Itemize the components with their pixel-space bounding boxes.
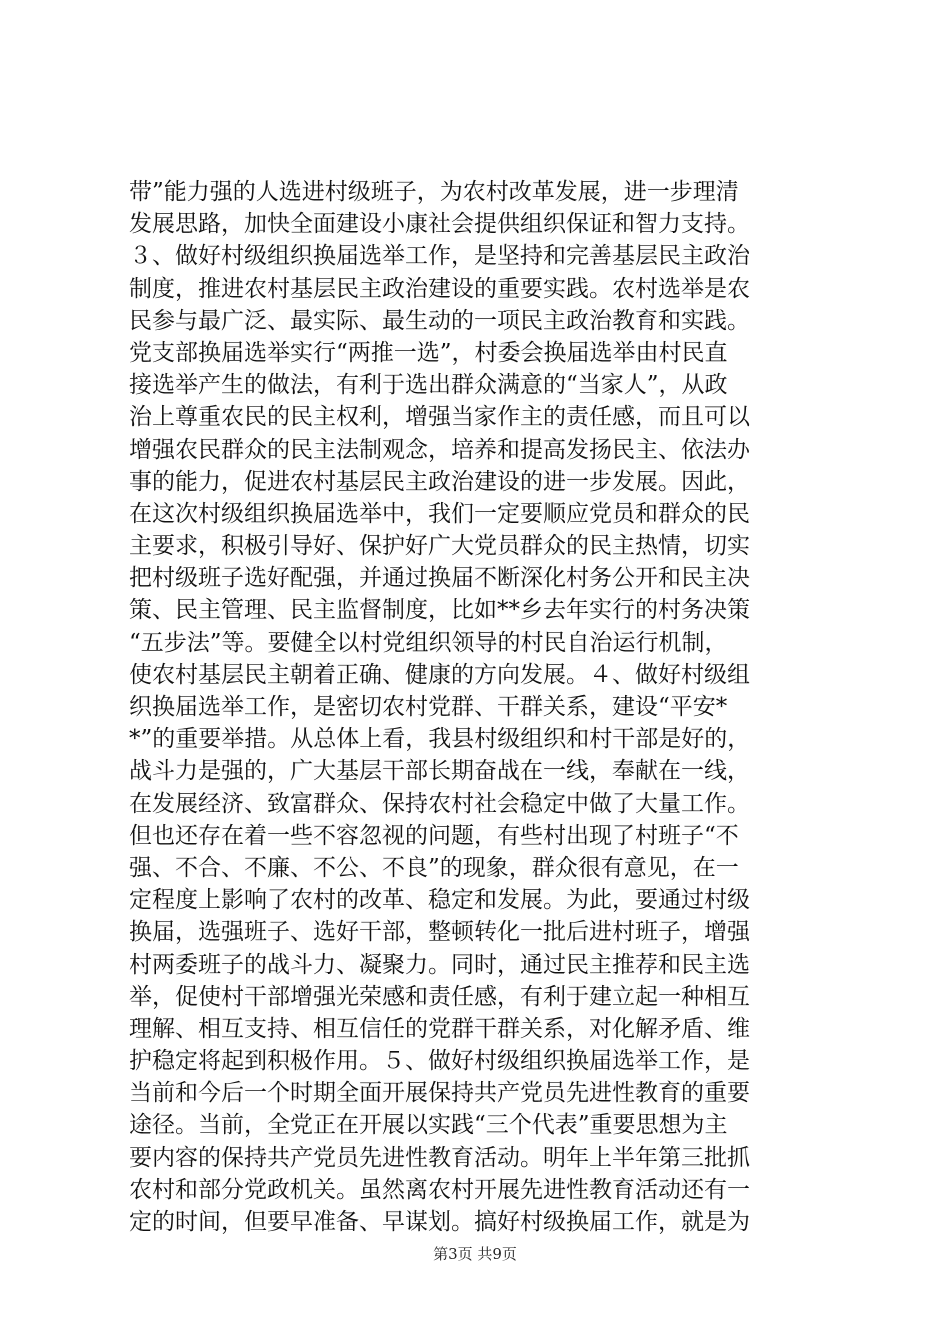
text-line: 织换届选举工作，是密切农村党群、干群关系，建设“平安* xyxy=(129,694,728,720)
text-line: 增强农民群众的民主法制观念，培养和提高发扬民主、依法办 xyxy=(129,436,750,463)
text-line: 接选举产生的做法，有利于选出群众满意的“当家人”，从政 xyxy=(129,372,728,399)
text-line: ３、做好村级组织换届选举工作，是坚持和完善基层民主政治 xyxy=(129,243,750,270)
text-line: “五步法”等。要健全以村党组织领导的村民自治运行机制， xyxy=(129,629,728,656)
text-line: 途径。当前，全党正在开展以实践“三个代表”重要思想为主 xyxy=(129,1112,728,1139)
text-line: 制度，推进农村基层民主政治建设的重要实践。农村选举是农 xyxy=(129,275,750,302)
text-line: 但也还存在着一些不容忽视的问题，有些村出现了村班子“不 xyxy=(129,822,739,849)
text-line: 当前和今后一个时期全面开展保持共产党员先进性教育的重要 xyxy=(129,1080,750,1107)
text-line: 在发展经济、致富群众、保持农村社会稳定中做了大量工作。 xyxy=(129,790,750,817)
text-line: 治上尊重农民的民主权利，增强当家作主的责任感，而且可以 xyxy=(129,404,750,431)
text-line: 要内容的保持共产党员先进性教育活动。明年上半年第三批抓 xyxy=(129,1144,750,1171)
text-line: 带”能力强的人选进村级班子，为农村改革发展，进一步理清 xyxy=(129,179,739,205)
text-line: 村两委班子的战斗力、凝聚力。同时，通过民主推荐和民主选 xyxy=(129,951,750,978)
text-line: *”的重要举措。从总体上看，我县村级组织和村干部是好的， xyxy=(129,726,751,753)
text-line: 党支部换届选举实行“两推一选”，村委会换届选举由村民直 xyxy=(129,339,728,366)
text-line: 定程度上影响了农村的改革、稳定和发展。为此，要通过村级 xyxy=(129,887,750,914)
text-line: 举，促使村干部增强光荣感和责任感，有利于建立起一种相互 xyxy=(129,983,750,1010)
text-line: 强、不合、不廉、不公、不良”的现象，群众很有意见，在一 xyxy=(129,854,739,881)
text-line: 战斗力是强的，广大基层干部长期奋战在一线，奉献在一线， xyxy=(129,758,750,785)
text-line: 定的时间，但要早准备、早谋划。搞好村级换届工作，就是为 xyxy=(129,1209,750,1235)
text-line: 在这次村级组织换届选举中，我们一定要顺应党员和群众的民 xyxy=(129,500,750,527)
text-line: 民参与最广泛、最实际、最生动的一项民主政治教育和实践。 xyxy=(129,307,750,334)
text-line: 农村和部分党政机关。虽然离农村开展先进性教育活动还有一 xyxy=(129,1176,750,1203)
text-line: 事的能力，促进农村基层民主政治建设的进一步发展。因此， xyxy=(129,468,750,495)
text-line: 护稳定将起到积极作用。５、做好村级组织换届选举工作，是 xyxy=(129,1048,750,1075)
text-line: 换届，选强班子、选好干部，整顿转化一批后进村班子，增强 xyxy=(129,919,750,946)
body-text xyxy=(129,176,829,1238)
text-line: 把村级班子选好配强，并通过换届不断深化村务公开和民主决 xyxy=(129,565,750,592)
text-line: 发展思路，加快全面建设小康社会提供组织保证和智力支持。 xyxy=(129,211,750,238)
text-line: 理解、相互支持、相互信任的党群干群关系，对化解矛盾、维 xyxy=(129,1015,750,1042)
text-line: 使农村基层民主朝着正确、健康的方向发展。４、做好村级组 xyxy=(129,661,750,688)
text-line: 策、民主管理、民主监督制度，比如**乡去年实行的村务决策 xyxy=(129,597,750,624)
page-footer: 第3页 共9页 xyxy=(433,1245,517,1263)
text-line: 主要求，积极引导好、保护好广大党员群众的民主热情，切实 xyxy=(129,533,750,560)
